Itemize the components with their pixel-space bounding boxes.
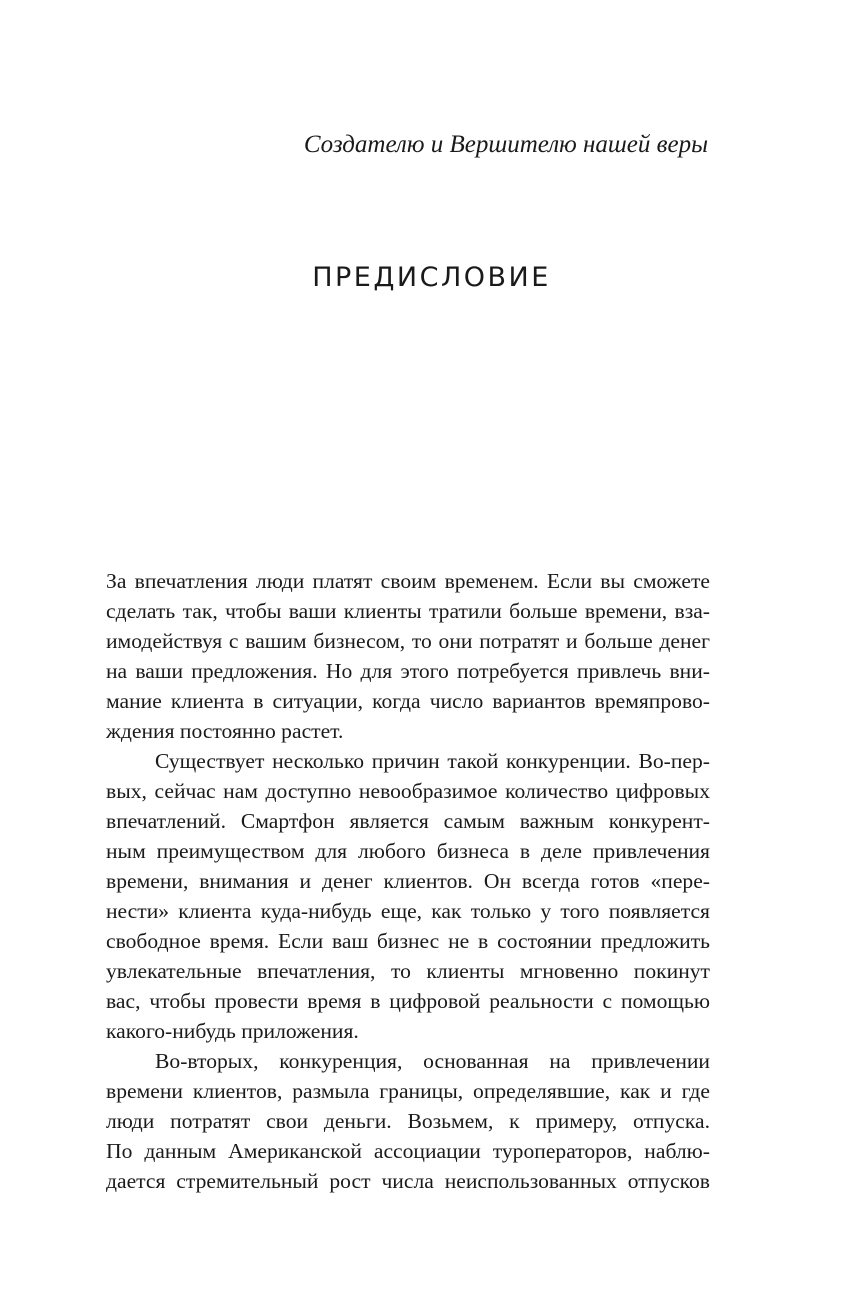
text-line: дается стремительный рост числа неиспользованных отпусков bbox=[106, 1169, 710, 1193]
text-line: люди потратят свои деньги. Возьмем, к примеру, отпуска. bbox=[106, 1109, 710, 1133]
text-line: на ваши предложения. Но для этого потребуется привлечь вни- bbox=[106, 659, 710, 683]
chapter-heading: ПРЕДИСЛОВИЕ bbox=[312, 262, 551, 293]
text-line: вых, сейчас нам доступно невообразимое количество цифровых bbox=[106, 779, 710, 803]
text-line: имодействуя с вашим бизнесом, то они потратят и больше денег bbox=[106, 629, 710, 653]
text-line: мание клиента в ситуации, когда число вариантов времяпрово- bbox=[106, 689, 710, 713]
text-line: вас, чтобы провести время в цифровой реальности с помощью bbox=[106, 989, 710, 1013]
text-line: По данным Американской ассоциации туроператоров, наблю- bbox=[106, 1139, 710, 1163]
text-line: какого-нибудь приложения. bbox=[106, 1019, 359, 1043]
text-line: свободное время. Если ваш бизнес не в состоянии предложить bbox=[106, 929, 710, 953]
text-line: ждения постоянно растет. bbox=[106, 719, 344, 743]
text-line: времени клиентов, размыла границы, определявшие, как и где bbox=[106, 1079, 710, 1103]
text-line: увлекательные впечатления, то клиенты мгновенно покинут bbox=[106, 959, 710, 983]
text-line: ным преимуществом для любого бизнеса в деле привлечения bbox=[106, 839, 710, 863]
text-line: За впечатления люди платят своим временем. Если вы сможете bbox=[106, 569, 710, 593]
text-line: сделать так, чтобы ваши клиенты тратили больше времени, вза- bbox=[106, 599, 710, 623]
text-line: Существует несколько причин такой конкуренции. Во-пер- bbox=[155, 749, 710, 773]
paragraph bbox=[106, 566, 710, 746]
text-line: времени, внимания и денег клиентов. Он всегда готов «пере- bbox=[106, 869, 710, 893]
text-line: впечатлений. Смартфон является самым важным конкурент- bbox=[106, 809, 710, 833]
paragraph bbox=[106, 746, 710, 1046]
paragraph bbox=[106, 1046, 710, 1196]
text-line: нести» клиента куда-нибудь еще, как только у того появляется bbox=[106, 899, 710, 923]
dedication: Создателю и Вершителю нашей веры bbox=[303, 131, 708, 158]
text-line: Во-вторых, конкуренция, основанная на привлечении bbox=[155, 1049, 710, 1073]
body-text bbox=[106, 566, 710, 1196]
